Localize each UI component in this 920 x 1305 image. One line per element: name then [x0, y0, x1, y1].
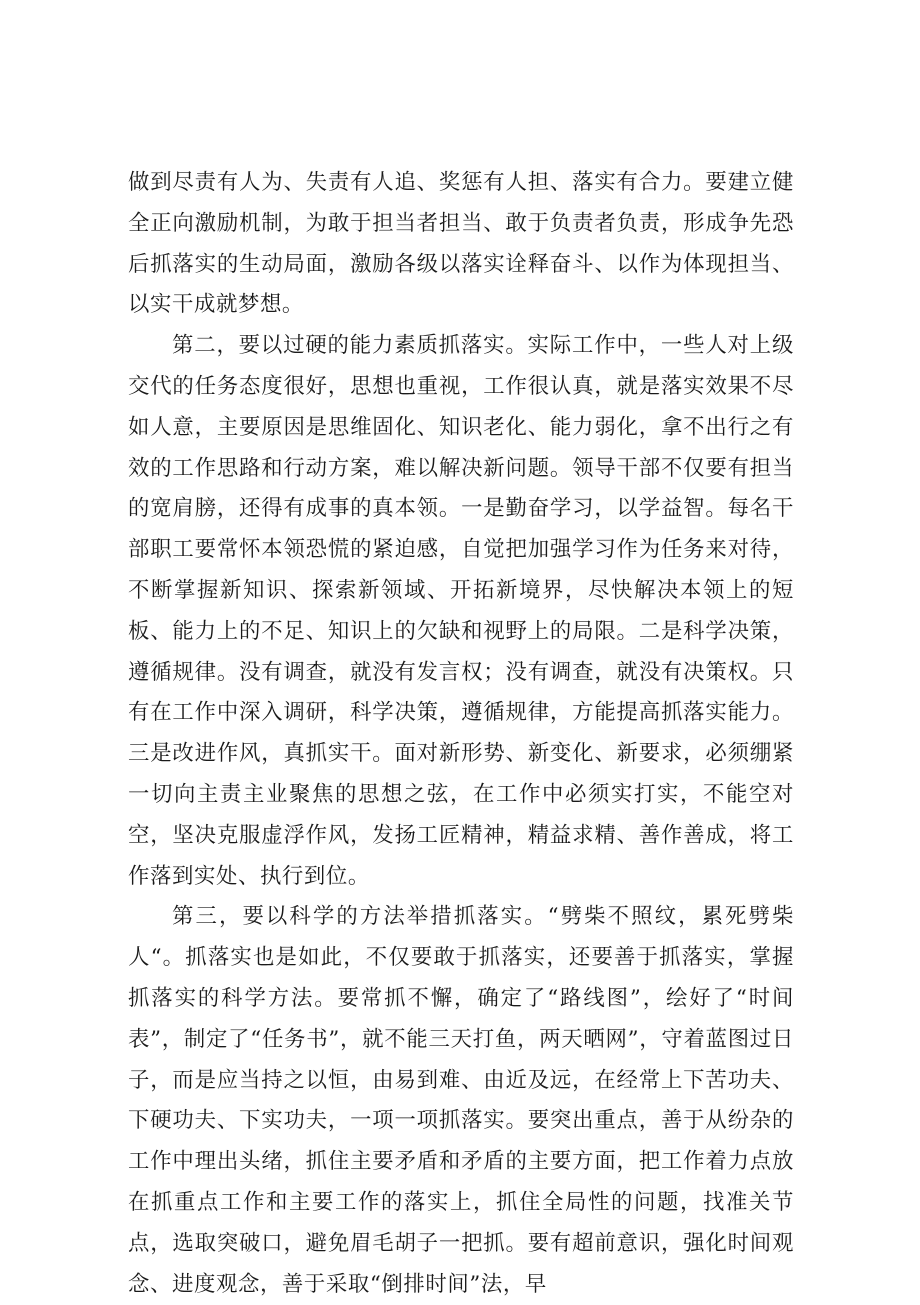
paragraph-continued: 做到尽责有人为、失责有人追、奖惩有人担、落实有合力。要建立健全正向激励机制，为敢于担当者担当、敢于负责者负责，形成争先恐后抓落实的生动局面，激励各级以落实诠释奋斗、以作为体现担当、以实干成就梦想。: [128, 170, 794, 318]
paragraph-second-point: 第二，要以过硬的能力素质抓落实。实际工作中，一些人对上级交代的任务态度很好，思想也重视，工作很认真，就是落实效果不尽如人意，主要原因是思维固化、知识老化、能力弱化，拿不出行之有效的工作思路和行动方案，难以解决新问题。领导干部不仅要有担当的宽肩膀，还得有成事的真本领。一是勤奋学习，以学益智。每名干部职工要常怀本领恐慌的紧迫感，自觉把加强学习作为任务来对待，不断掌握新知识、探索新领域、开拓新境界，尽快解决本领上的短板、能力上的不足、知识上的欠缺和视野上的局限。二是科学决策，遵循规律。没有调查，就没有发言权；没有调查，就没有决策权。只有在工作中深入调研，科学决策，遵循规律，方能提高抓落实能力。三是改进作风，真抓实干。面对新形势、新变化、新要求，必须绷紧一切向主责主业聚焦的思想之弦，在工作中必须实打实，不能空对空，坚决克服虚浮作风，发扬工匠精神，精益求精、善作善成，将工作落到实处、执行到位。: [128, 333, 794, 889]
paragraph-third-point: 第三，要以科学的方法举措抓落实。“劈柴不照纹，累死劈柴人“。抓落实也是如此，不仅要敢于抓落实，还要善于抓落实，掌握抓落实的科学方法。要常抓不懈，确定了“路线图”，绘好了“时间表”，制定了“任务书”，就不能三天打鱼，两天晒网”，守着蓝图过日子，而是应当持之以恒，由易到难、由近及远，在经常上下苦功夫、下硬功夫、下实功夫，一项一项抓落实。要突出重点，善于从纷杂的工作中理出头绪，抓住主要矛盾和矛盾的主要方面，把工作着力点放在抓重点工作和主要工作的落实上，抓住全局性的问题，找准关节点，选取突破口，避免眉毛胡子一把抓。要有超前意识，强化时间观念、进度观念，善于采取“倒排时间”法，早: [128, 904, 794, 1297]
document-page: [128, 163, 794, 1305]
